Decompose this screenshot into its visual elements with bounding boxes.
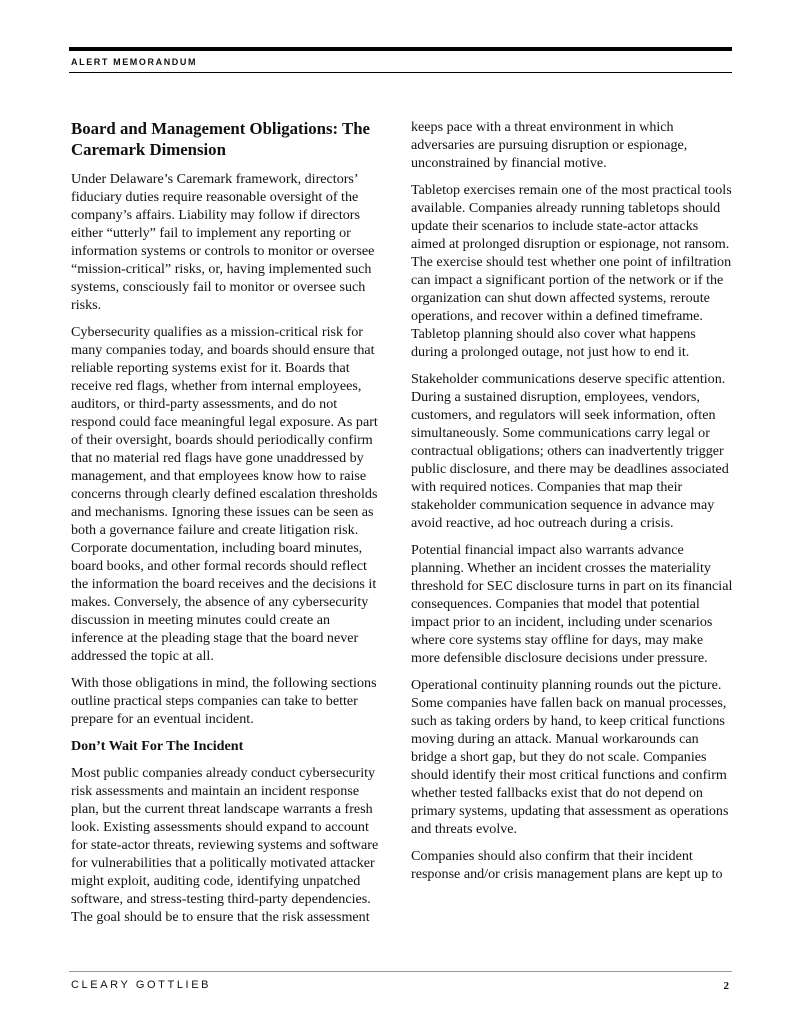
page-number: 2 <box>723 980 729 992</box>
paragraph-risk-assessments: Most public companies already conduct cybersecurity risk assessments and maintain an incident response plan, but the current threat landscape warrants a fresh look. Existing assessments should expand to account for state-actor threats, reviewing systems and software for vulnerabilities that a politically motivated attacker might exploit, auditing code, identifying unpatched software, and stress-testing third-party dependencies. The goal should be to ensure that the risk assessment <box>71 765 379 925</box>
paragraph-threat-environment: keeps pace with a threat environment in which adversaries are pursuing disruption or espionage, unconstrained by financial motive. <box>411 119 688 171</box>
paragraph-mission-critical-risk: Cybersecurity qualifies as a mission-critical risk for many companies today, and boards should ensure that reliable reporting systems exist for it. Boards that receive red flags, whether from internal employees, auditors, or third-party assessments, and do not respond could face meaningful legal exposure. As part of their oversight, boards should periodically confirm that no material red flags have gone unaddressed by management, and that employees know how to raise concerns through clearly defined escalation thresholds and mechanisms. Ignoring these issues can be seen as both a governance failure and create litigation risk. Corporate documentation, including board minutes, board books, and other formal records should reflect the information the board receives and the decisions it makes. Conversely, the absence of any cybersecurity discussion in meeting minutes could create an inference at the pleading stage that the board never addressed the topic at all. <box>71 324 378 664</box>
subheading-dont-wait: Don’t Wait For The Incident <box>71 738 244 754</box>
paragraph-incident-response-plans: Companies should also confirm that their incident response and/or crisis management plans are kept up to <box>411 848 723 882</box>
paragraph-stakeholder-communications: Stakeholder communications deserve specific attention. During a sustained disruption, employees, vendors, customers, and regulators will seek information, often simultaneously. Some communications carry legal or contractual obligations; others can inadvertently trigger public disclosure, and there may be deadlines associated with required notices. Companies that map their stakeholder communication sequence in advance may avoid reactive, ad hoc outreach during a crisis. <box>411 371 729 531</box>
firm-logo-text: CLEARY GOTTLIEB <box>71 979 212 991</box>
left-column <box>71 118 382 935</box>
paragraph-financial-impact: Potential financial impact also warrants advance planning. Whether an incident crosses the materiality threshold for SEC disclosure turns in part on its financial consequences. Companies that model that potential impact prior to an incident, including under scenarios where core systems stay offline for days, may make more defensible disclosure decisions under pressure. <box>411 542 733 666</box>
paragraph-operational-continuity: Operational continuity planning rounds out the picture. Some companies have fallen back on manual processes, such as taking orders by hand, to keep critical functions moving during an attack. Manual workarounds can bridge a short gap, but they do not scale. Companies should identify their most critical functions and confirm whether tested fallbacks exist that do not depend on primary systems, updating that assessment as operations and threats evolve. <box>411 677 729 837</box>
document-type-label: ALERT MEMORANDUM <box>71 57 198 67</box>
header-top-rule <box>69 47 732 51</box>
paragraph-caremark-framework: Under Delaware’s Caremark framework, directors’ fiduciary duties require reasonable oversight of the company’s affairs. Liability may follow if directors either “utterly” fail to implement any reporting or information systems or controls to monitor or oversee “mission-critical” risks, or, having implemented such systems, consciously fail to monitor or oversee such risks. <box>71 171 375 313</box>
footer-rule <box>69 971 732 972</box>
right-column <box>411 118 733 892</box>
section-title: Board and Management Obligations: The Caremark Dimension <box>71 119 370 159</box>
paragraph-practical-steps-intro: With those obligations in mind, the following sections outline practical steps companies can take to better prepare for an eventual incident. <box>71 675 377 727</box>
paragraph-tabletop-exercises: Tabletop exercises remain one of the most practical tools available. Companies already running tabletops should update their scenarios to include state-actor attacks aimed at prolonged disruption or espionage, not ransom. The exercise should test whether one point of infiltration can impact a significant portion of the network or if the organization can shut down affected systems, reroute operations, and recover within a defined timeframe. Tabletop planning should also cover what happens during a prolonged outage, not just how to end it. <box>411 182 732 360</box>
header-bottom-rule <box>69 72 732 73</box>
